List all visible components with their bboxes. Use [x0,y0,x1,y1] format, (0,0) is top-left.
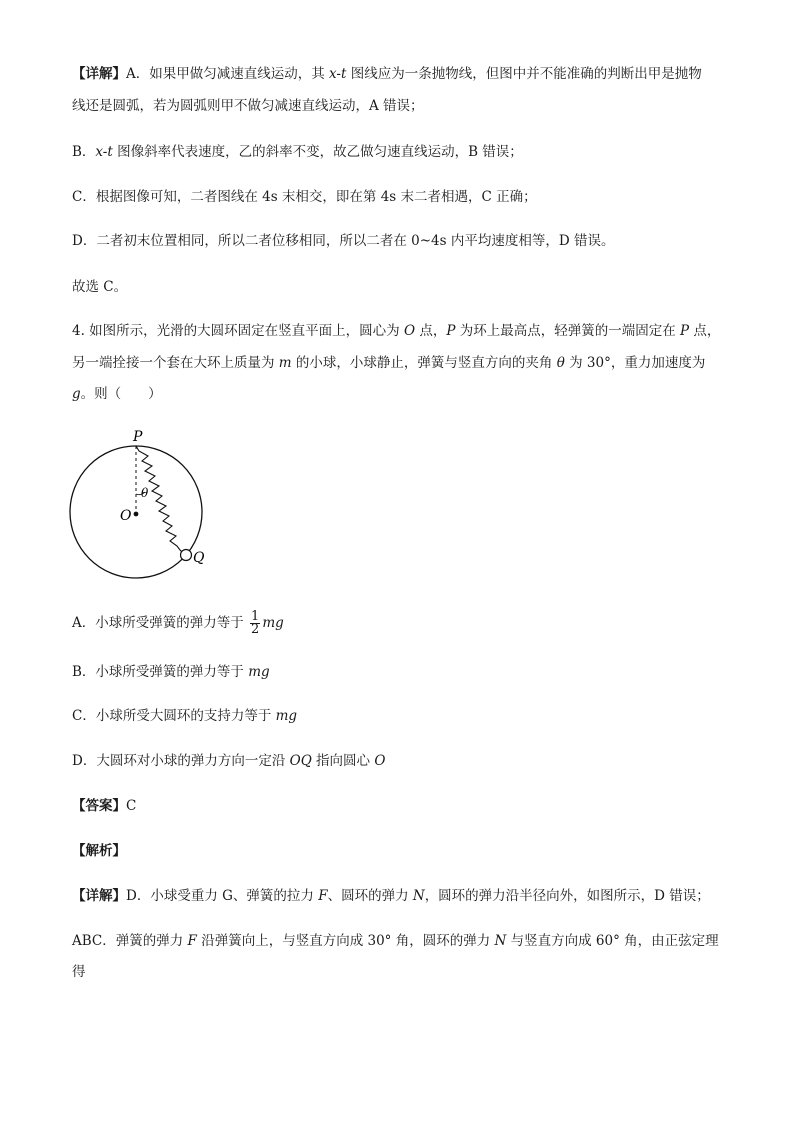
detail-tag: 【详解】 [72,66,126,82]
label-Q: Q [193,550,205,566]
question4-line3: g。则（ ） [72,386,162,402]
label-O: O [120,508,132,524]
analysis-tag: 【解析】 [72,843,126,859]
label-theta: θ [141,486,149,500]
detail1-option-c: C．根据图像可知，二者图线在 4s 末相交，即在第 4s 末二者相遇，C 正确； [72,189,537,205]
detail2-line2: ABC．弹簧的弹力 F 沿弹簧向上，与竖直方向成 30° 角，圆环的弹力 N 与竖直方向成 60° 角，由正弦定理 [72,933,719,949]
question4-line1: 4. 如图所示，光滑的大圆环固定在竖直平面上，圆心为 O 点，P 为环上最高点，轻弹簧的一端固定在 P 点， [72,323,721,339]
fraction-one-half: $\frac{1}{2}$ [251,609,260,637]
answer-tag: 【答案】 [72,798,126,814]
label-P: P [133,429,143,445]
ball-Q [181,550,192,561]
answer-value: C [126,798,137,814]
detail1-line1: 【详解】A．如果甲做匀减速直线运动，其 x-t 图线应为一条抛物线，但图中并不能准确的判断出甲是抛物 [72,66,702,82]
option-a: A．小球所受弹簧的弹力等于 $\frac{1}{2}$ mg [72,609,284,637]
question4-line2: 另一端拴接一个套在大环上质量为 m 的小球，小球静止，弹簧与竖直方向的夹角 θ 为 30°，重力加速度为 [72,355,706,371]
option-d: D．大圆环对小球的弹力方向一定沿 OQ 指向圆心 O [72,753,386,769]
analysis-line [72,841,126,861]
detail1-line2: 线还是圆弧，若为圆弧则甲不做匀减速直线运动，A 错误； [72,98,424,114]
detail1-option-d: D．二者初末位置相同，所以二者位移相同，所以二者在 0~4s 内平均速度相等，D 错误。 [72,233,615,249]
detail1-option-b: B．x-t 图像斜率代表速度，乙的斜率不变，故乙做匀速直线运动，B 错误； [72,144,523,160]
detail2-line1: 【详解】D．小球受重力 G、弹簧的拉力 F、圆环的弹力 N，圆环的弹力沿半径向外，如图所示，D 错误； [72,888,710,904]
option-c: C．小球所受大圆环的支持力等于 mg [72,708,298,724]
detail2-line3: 得 [72,964,86,980]
option-b: B．小球所受弹簧的弹力等于 mg [72,664,270,680]
answer-line [72,796,136,816]
ring-spring-diagram [62,424,222,584]
center-point-O [134,512,139,517]
detail1-conclusion: 故选 C。 [72,279,128,295]
